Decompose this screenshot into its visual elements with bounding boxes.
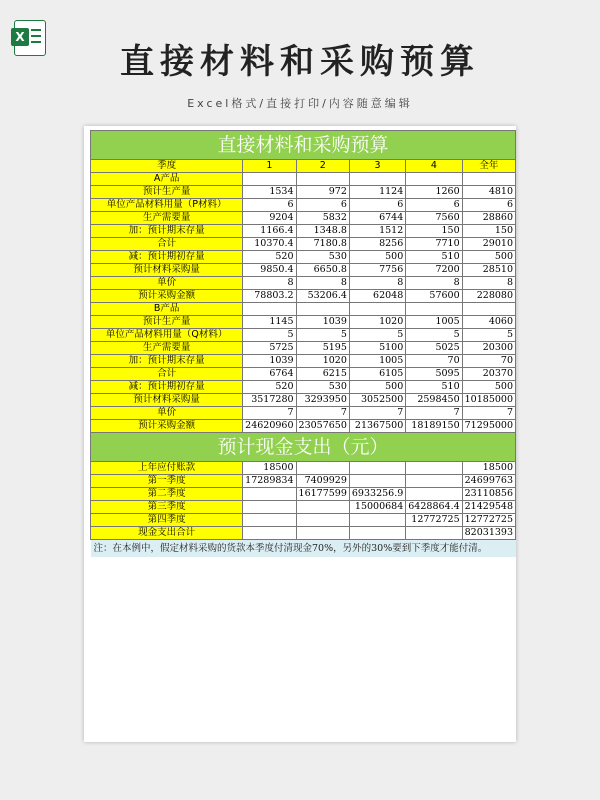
table-row xyxy=(91,186,516,199)
value-cell: 6 xyxy=(349,199,405,212)
empty-cell xyxy=(349,173,405,186)
value-cell: 21367500 xyxy=(349,420,405,433)
value-cell: 7180.8 xyxy=(296,238,349,251)
table-row xyxy=(91,355,516,368)
value-cell: 1260 xyxy=(406,186,462,199)
section-b-label: B产品 xyxy=(91,303,243,316)
value-cell: 5 xyxy=(349,329,405,342)
value-cell xyxy=(243,514,296,527)
table-row xyxy=(91,199,516,212)
value-cell: 8 xyxy=(243,277,296,290)
value-cell: 7 xyxy=(296,407,349,420)
row-label: 生产需要量 xyxy=(91,342,243,355)
value-cell: 5 xyxy=(406,329,462,342)
page-subtitle: Excel格式/直接打印/内容随意编辑 xyxy=(187,97,413,110)
value-cell: 520 xyxy=(243,251,296,264)
value-cell: 530 xyxy=(296,381,349,394)
value-cell: 1020 xyxy=(349,316,405,329)
value-cell: 6764 xyxy=(243,368,296,381)
value-cell: 7 xyxy=(462,407,515,420)
value-cell: 6428864.4 xyxy=(406,501,462,514)
row-label: 合计 xyxy=(91,368,243,381)
value-cell: 23110856 xyxy=(462,488,515,501)
page-header xyxy=(0,0,600,120)
value-cell: 71295000 xyxy=(462,420,515,433)
value-cell: 10370.4 xyxy=(243,238,296,251)
table-row xyxy=(91,420,516,433)
value-cell: 8 xyxy=(349,277,405,290)
row-label: 第四季度 xyxy=(91,514,243,527)
row-label: 预计材料采购量 xyxy=(91,394,243,407)
note-row xyxy=(91,540,516,558)
value-cell: 70 xyxy=(462,355,515,368)
value-cell: 57600 xyxy=(406,290,462,303)
value-cell: 8256 xyxy=(349,238,405,251)
value-cell: 6933256.9 xyxy=(349,488,405,501)
value-cell: 510 xyxy=(406,251,462,264)
row-label: 预计采购金额 xyxy=(91,420,243,433)
value-cell: 7 xyxy=(349,407,405,420)
row-label: 预计采购金额 xyxy=(91,290,243,303)
table-row xyxy=(91,238,516,251)
value-cell: 5100 xyxy=(349,342,405,355)
table-row xyxy=(91,277,516,290)
value-cell xyxy=(296,462,349,475)
column-header: 3 xyxy=(349,160,405,173)
value-cell: 6 xyxy=(243,199,296,212)
value-cell: 7 xyxy=(406,407,462,420)
row-label: 单价 xyxy=(91,277,243,290)
row-label: 单位产品材料用量（P材料） xyxy=(91,199,243,212)
empty-cell xyxy=(349,303,405,316)
value-cell: 7710 xyxy=(406,238,462,251)
cash-row xyxy=(91,475,516,488)
table-row xyxy=(91,342,516,355)
value-cell xyxy=(406,488,462,501)
value-cell: 5095 xyxy=(406,368,462,381)
value-cell: 4060 xyxy=(462,316,515,329)
value-cell: 3293950 xyxy=(296,394,349,407)
value-cell: 530 xyxy=(296,251,349,264)
value-cell: 53206.4 xyxy=(296,290,349,303)
value-cell: 2598450 xyxy=(406,394,462,407)
empty-cell xyxy=(243,173,296,186)
value-cell xyxy=(296,514,349,527)
excel-icon-badge: X xyxy=(11,28,29,46)
page-title: 直接材料和采购预算 xyxy=(120,42,480,82)
row-label: 生产需要量 xyxy=(91,212,243,225)
row-label: 第二季度 xyxy=(91,488,243,501)
table-row xyxy=(91,264,516,277)
column-header: 2 xyxy=(296,160,349,173)
row-label: 单位产品材料用量（Q材料） xyxy=(91,329,243,342)
row-label: 第一季度 xyxy=(91,475,243,488)
value-cell: 150 xyxy=(406,225,462,238)
empty-cell xyxy=(462,303,515,316)
row-label: 预计生产量 xyxy=(91,316,243,329)
value-cell: 23057650 xyxy=(296,420,349,433)
row-label: 加：预计期末存量 xyxy=(91,355,243,368)
value-cell: 1039 xyxy=(296,316,349,329)
row-label: 加：预计期末存量 xyxy=(91,225,243,238)
column-header-label: 季度 xyxy=(91,160,243,173)
value-cell: 228080 xyxy=(462,290,515,303)
value-cell: 972 xyxy=(296,186,349,199)
value-cell: 500 xyxy=(349,381,405,394)
value-cell: 500 xyxy=(462,381,515,394)
value-cell: 8 xyxy=(462,277,515,290)
sheet-title: 直接材料和采购预算 xyxy=(91,131,516,160)
value-cell: 5725 xyxy=(243,342,296,355)
empty-cell xyxy=(406,303,462,316)
budget-table xyxy=(90,130,516,557)
value-cell: 6 xyxy=(406,199,462,212)
row-label: 减：预计期初存量 xyxy=(91,381,243,394)
value-cell: 5 xyxy=(243,329,296,342)
value-cell: 8 xyxy=(296,277,349,290)
value-cell: 12772725 xyxy=(406,514,462,527)
column-header: 1 xyxy=(243,160,296,173)
row-label: 预计材料采购量 xyxy=(91,264,243,277)
value-cell: 1348.8 xyxy=(296,225,349,238)
value-cell: 7409929 xyxy=(296,475,349,488)
empty-cell xyxy=(296,173,349,186)
value-cell: 7200 xyxy=(406,264,462,277)
column-header: 4 xyxy=(406,160,462,173)
value-cell: 5832 xyxy=(296,212,349,225)
value-cell xyxy=(296,527,349,540)
title-row xyxy=(91,131,516,160)
value-cell: 8 xyxy=(406,277,462,290)
cash-title-row xyxy=(91,433,516,462)
spreadsheet-sheet xyxy=(84,126,516,742)
empty-cell xyxy=(462,173,515,186)
value-cell: 78803.2 xyxy=(243,290,296,303)
cash-row xyxy=(91,462,516,475)
value-cell: 18189150 xyxy=(406,420,462,433)
value-cell: 10185000 xyxy=(462,394,515,407)
value-cell: 28860 xyxy=(462,212,515,225)
value-cell: 7560 xyxy=(406,212,462,225)
value-cell: 24699763 xyxy=(462,475,515,488)
value-cell: 70 xyxy=(406,355,462,368)
value-cell: 1512 xyxy=(349,225,405,238)
value-cell xyxy=(406,475,462,488)
value-cell: 1534 xyxy=(243,186,296,199)
table-row xyxy=(91,316,516,329)
table-row xyxy=(91,225,516,238)
value-cell: 3517280 xyxy=(243,394,296,407)
value-cell xyxy=(349,462,405,475)
row-label: 减：预计期初存量 xyxy=(91,251,243,264)
table-row xyxy=(91,381,516,394)
value-cell: 6105 xyxy=(349,368,405,381)
value-cell: 15000684 xyxy=(349,501,405,514)
value-cell: 20370 xyxy=(462,368,515,381)
value-cell xyxy=(243,488,296,501)
value-cell: 7756 xyxy=(349,264,405,277)
empty-cell xyxy=(296,303,349,316)
cash-row xyxy=(91,514,516,527)
value-cell: 1005 xyxy=(349,355,405,368)
value-cell: 82031393 xyxy=(462,527,515,540)
row-label: 第三季度 xyxy=(91,501,243,514)
footnote: 注：在本例中，假定材料采购的货款本季度付清现金70%，另外的30%要到下季度才能付清。 xyxy=(91,540,516,558)
value-cell: 6744 xyxy=(349,212,405,225)
row-label: 上年应付账款 xyxy=(91,462,243,475)
value-cell: 6 xyxy=(462,199,515,212)
value-cell: 1124 xyxy=(349,186,405,199)
value-cell: 5195 xyxy=(296,342,349,355)
cash-row xyxy=(91,501,516,514)
value-cell: 9850.4 xyxy=(243,264,296,277)
value-cell: 5 xyxy=(462,329,515,342)
value-cell: 21429548 xyxy=(462,501,515,514)
value-cell: 6 xyxy=(296,199,349,212)
value-cell: 5025 xyxy=(406,342,462,355)
table-row xyxy=(91,394,516,407)
value-cell: 17289834 xyxy=(243,475,296,488)
value-cell: 520 xyxy=(243,381,296,394)
table-row xyxy=(91,290,516,303)
value-cell: 29010 xyxy=(462,238,515,251)
value-cell: 3052500 xyxy=(349,394,405,407)
value-cell xyxy=(406,462,462,475)
cash-row xyxy=(91,527,516,540)
value-cell: 16177599 xyxy=(296,488,349,501)
value-cell: 1166.4 xyxy=(243,225,296,238)
value-cell xyxy=(243,527,296,540)
table-row xyxy=(91,368,516,381)
value-cell: 4810 xyxy=(462,186,515,199)
table-row xyxy=(91,251,516,264)
value-cell xyxy=(349,475,405,488)
value-cell: 62048 xyxy=(349,290,405,303)
value-cell: 6650.8 xyxy=(296,264,349,277)
empty-cell xyxy=(406,173,462,186)
value-cell: 24620960 xyxy=(243,420,296,433)
row-label: 合计 xyxy=(91,238,243,251)
value-cell: 9204 xyxy=(243,212,296,225)
value-cell: 18500 xyxy=(243,462,296,475)
table-row xyxy=(91,212,516,225)
value-cell xyxy=(349,527,405,540)
row-label: 现金支出合计 xyxy=(91,527,243,540)
value-cell xyxy=(296,501,349,514)
cash-row xyxy=(91,488,516,501)
column-header: 全年 xyxy=(462,160,515,173)
value-cell xyxy=(243,501,296,514)
row-label: 预计生产量 xyxy=(91,186,243,199)
value-cell: 28510 xyxy=(462,264,515,277)
value-cell: 5 xyxy=(296,329,349,342)
value-cell: 20300 xyxy=(462,342,515,355)
value-cell: 500 xyxy=(462,251,515,264)
empty-cell xyxy=(243,303,296,316)
value-cell: 18500 xyxy=(462,462,515,475)
value-cell: 500 xyxy=(349,251,405,264)
section-row xyxy=(91,303,516,316)
header-row xyxy=(91,160,516,173)
value-cell: 7 xyxy=(243,407,296,420)
value-cell: 1145 xyxy=(243,316,296,329)
value-cell: 150 xyxy=(462,225,515,238)
value-cell: 6215 xyxy=(296,368,349,381)
row-label: 单价 xyxy=(91,407,243,420)
section-a-label: A产品 xyxy=(91,173,243,186)
value-cell: 1005 xyxy=(406,316,462,329)
value-cell: 12772725 xyxy=(462,514,515,527)
value-cell xyxy=(406,527,462,540)
excel-icon-line xyxy=(31,29,41,31)
value-cell: 1020 xyxy=(296,355,349,368)
cash-title: 预计现金支出（元） xyxy=(91,433,516,462)
value-cell: 1039 xyxy=(243,355,296,368)
value-cell: 510 xyxy=(406,381,462,394)
table-row xyxy=(91,407,516,420)
value-cell xyxy=(349,514,405,527)
table-row xyxy=(91,329,516,342)
section-row xyxy=(91,173,516,186)
